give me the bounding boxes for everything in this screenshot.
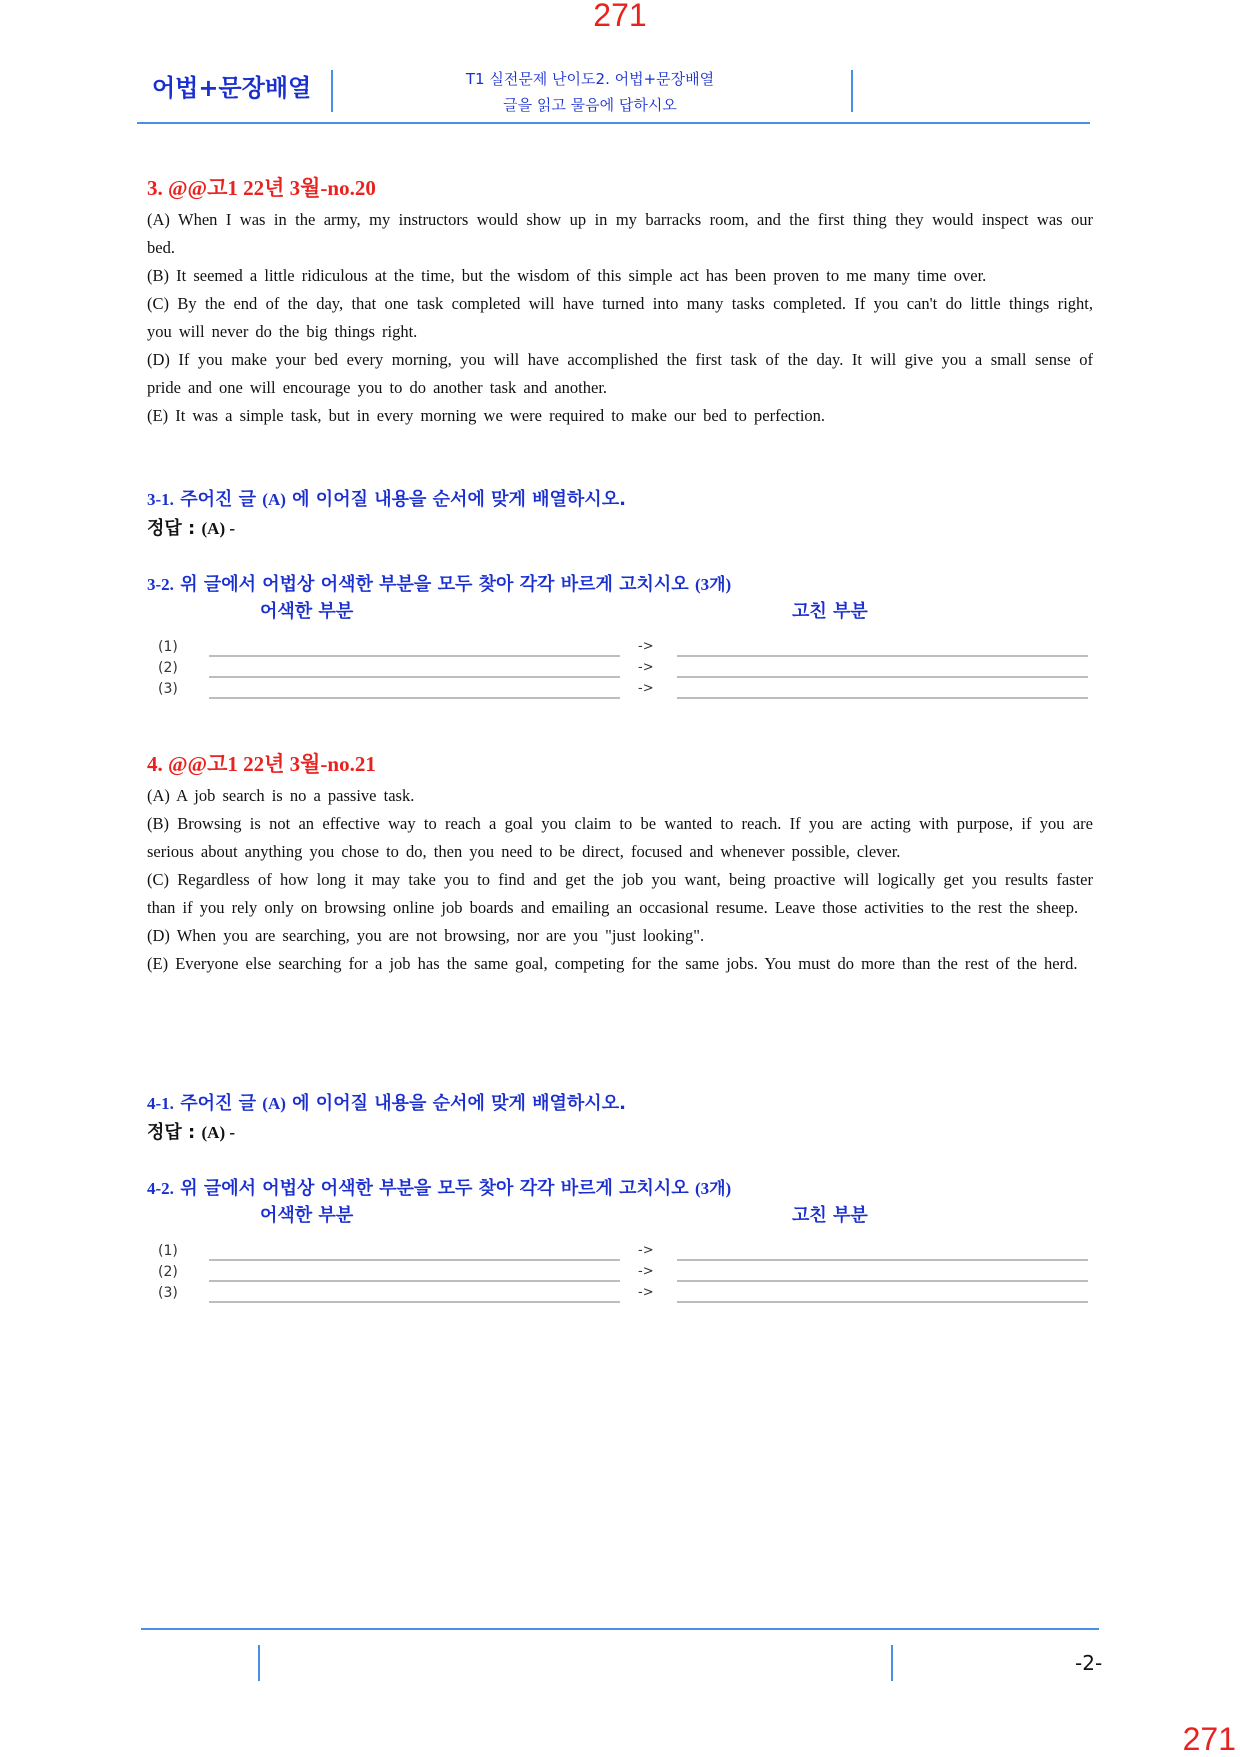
question-3-2-text: 위 글에서 어법상 어색한 부분을 모두 찾아 각각 바르게 고치시오	[173, 574, 695, 595]
passage-3-b: (B) It seemed a little ridiculous at the time, but the wisdom of this simple act has been proven to me many time over.	[147, 266, 987, 285]
question-3-1-prompt	[147, 486, 626, 514]
arrow-text: ->	[638, 660, 654, 675]
correction-row	[0, 1283, 1240, 1304]
question-4-1-number: 4-1.	[147, 1094, 174, 1113]
question-4-1-prompt	[147, 1090, 626, 1118]
wrong-answer-line[interactable]	[209, 676, 620, 678]
question-4-heading: 4. @@고1 22년 3월-no.21	[147, 752, 376, 776]
passage-3-e: (E) It was a simple task, but in every morning we were required to make our bed to perfection.	[147, 406, 826, 425]
answer-label: 정답 :	[147, 518, 202, 539]
question-3-passage	[147, 206, 1093, 430]
question-3-heading: 3. @@고1 22년 3월-no.20	[147, 176, 376, 200]
question-3-1-answer	[147, 515, 235, 543]
question-3-1-paren: (A)	[262, 490, 286, 509]
header-rule	[137, 122, 1090, 124]
question-4-1-text-before: 주어진 글	[173, 1093, 263, 1114]
row-number: (3)	[158, 681, 178, 697]
bottom-page-number: 271	[1182, 1721, 1236, 1757]
question-4-2-number: 4-2.	[147, 1179, 174, 1198]
question-4-1-text-after: 에 이어질 내용을 순서에 맞게 배열하시오.	[285, 1093, 626, 1114]
header-title: 어법+문장배열	[152, 74, 312, 102]
question-3-1-text-before: 주어진 글	[173, 489, 263, 510]
passage-3-c: (C) By the end of the day, that one task completed will have turned into many tasks completed. If you can't do little things right, you will never do the big things right.	[147, 294, 1093, 341]
correction-row	[0, 679, 1240, 700]
wrong-answer-line[interactable]	[209, 697, 620, 699]
fixed-answer-line[interactable]	[677, 1259, 1088, 1261]
answer-label: 정답 :	[147, 1122, 202, 1143]
answer-value: (A) -	[201, 1123, 236, 1142]
column-fixed-label: 고친 부분	[792, 601, 868, 622]
passage-3-a: (A) When I was in the army, my instructors would show up in my barracks room, and the first thing they would inspect was our bed.	[147, 210, 1093, 257]
header-divider-right	[851, 70, 853, 112]
question-3-1-number: 3-1.	[147, 490, 174, 509]
correction-row	[0, 1241, 1240, 1262]
arrow-text: ->	[638, 1243, 654, 1258]
column-wrong-label: 어색한 부분	[260, 601, 354, 622]
question-3-2-number: 3-2.	[147, 575, 174, 594]
column-wrong-label: 어색한 부분	[260, 1205, 354, 1226]
arrow-text: ->	[638, 1285, 654, 1300]
arrow-text: ->	[638, 681, 654, 696]
row-number: (2)	[158, 660, 178, 676]
header-subtitle-line1: T1 실전문제 난이도2. 어법+문장배열	[465, 70, 715, 88]
correction-row	[0, 637, 1240, 658]
header-divider-left	[331, 70, 333, 112]
passage-3-d: (D) If you make your bed every morning, you will have accomplished the first task of the day. It will give you a small sense of pride and one will encourage you to do another task and another.	[147, 350, 1093, 397]
row-number: (3)	[158, 1285, 178, 1301]
row-number: (1)	[158, 1243, 178, 1259]
row-number: (1)	[158, 639, 178, 655]
question-3-1-text-after: 에 이어질 내용을 순서에 맞게 배열하시오.	[285, 489, 626, 510]
arrow-text: ->	[638, 1264, 654, 1279]
column-fixed-label: 고친 부분	[792, 1205, 868, 1226]
question-4-2-prompt	[147, 1175, 731, 1203]
row-number: (2)	[158, 1264, 178, 1280]
header-subtitle-line2: 글을 읽고 물음에 답하시오	[503, 96, 677, 114]
top-page-number: 271	[593, 0, 647, 33]
footer-rule	[141, 1628, 1099, 1630]
question-4-1-answer	[147, 1119, 235, 1147]
question-4-1-paren: (A)	[262, 1094, 286, 1113]
question-3-2-count: (3개)	[694, 575, 732, 594]
question-4-2-text: 위 글에서 어법상 어색한 부분을 모두 찾아 각각 바르게 고치시오	[173, 1178, 695, 1199]
fixed-answer-line[interactable]	[677, 676, 1088, 678]
arrow-text: ->	[638, 639, 654, 654]
wrong-answer-line[interactable]	[209, 655, 620, 657]
passage-4-a: (A) A job search is no a passive task.	[147, 786, 415, 805]
wrong-answer-line[interactable]	[209, 1301, 620, 1303]
page-marker: -2-	[1075, 1651, 1103, 1675]
fixed-answer-line[interactable]	[677, 655, 1088, 657]
fixed-answer-line[interactable]	[677, 697, 1088, 699]
wrong-answer-line[interactable]	[209, 1259, 620, 1261]
fixed-answer-line[interactable]	[677, 1301, 1088, 1303]
question-4-2-count: (3개)	[694, 1179, 732, 1198]
passage-4-d: (D) When you are searching, you are not browsing, nor are you "just looking".	[147, 926, 705, 945]
wrong-answer-line[interactable]	[209, 1280, 620, 1282]
footer-divider-right	[891, 1645, 893, 1681]
footer-divider-left	[258, 1645, 260, 1681]
answer-value: (A) -	[201, 519, 236, 538]
passage-4-b: (B) Browsing is not an effective way to reach a goal you claim to be wanted to reach. If you are acting with purpose, if you are serious about anything you chose to do, then you need to be direct, focused and whenever possible, clever.	[147, 814, 1093, 861]
passage-4-c: (C) Regardless of how long it may take you to find and get the job you want, being proactive will logically get you results faster than if you rely only on browsing online job boards and emailing an occasional resume. Leave those activities to the rest the sheep.	[147, 870, 1093, 917]
question-3-2-prompt	[147, 571, 731, 599]
question-4-passage	[147, 782, 1093, 978]
correction-row	[0, 1262, 1240, 1283]
passage-4-e: (E) Everyone else searching for a job has the same goal, competing for the same jobs. You must do more than the rest of the herd.	[147, 954, 1078, 973]
header-subtitle	[395, 66, 785, 118]
correction-row	[0, 658, 1240, 679]
fixed-answer-line[interactable]	[677, 1280, 1088, 1282]
